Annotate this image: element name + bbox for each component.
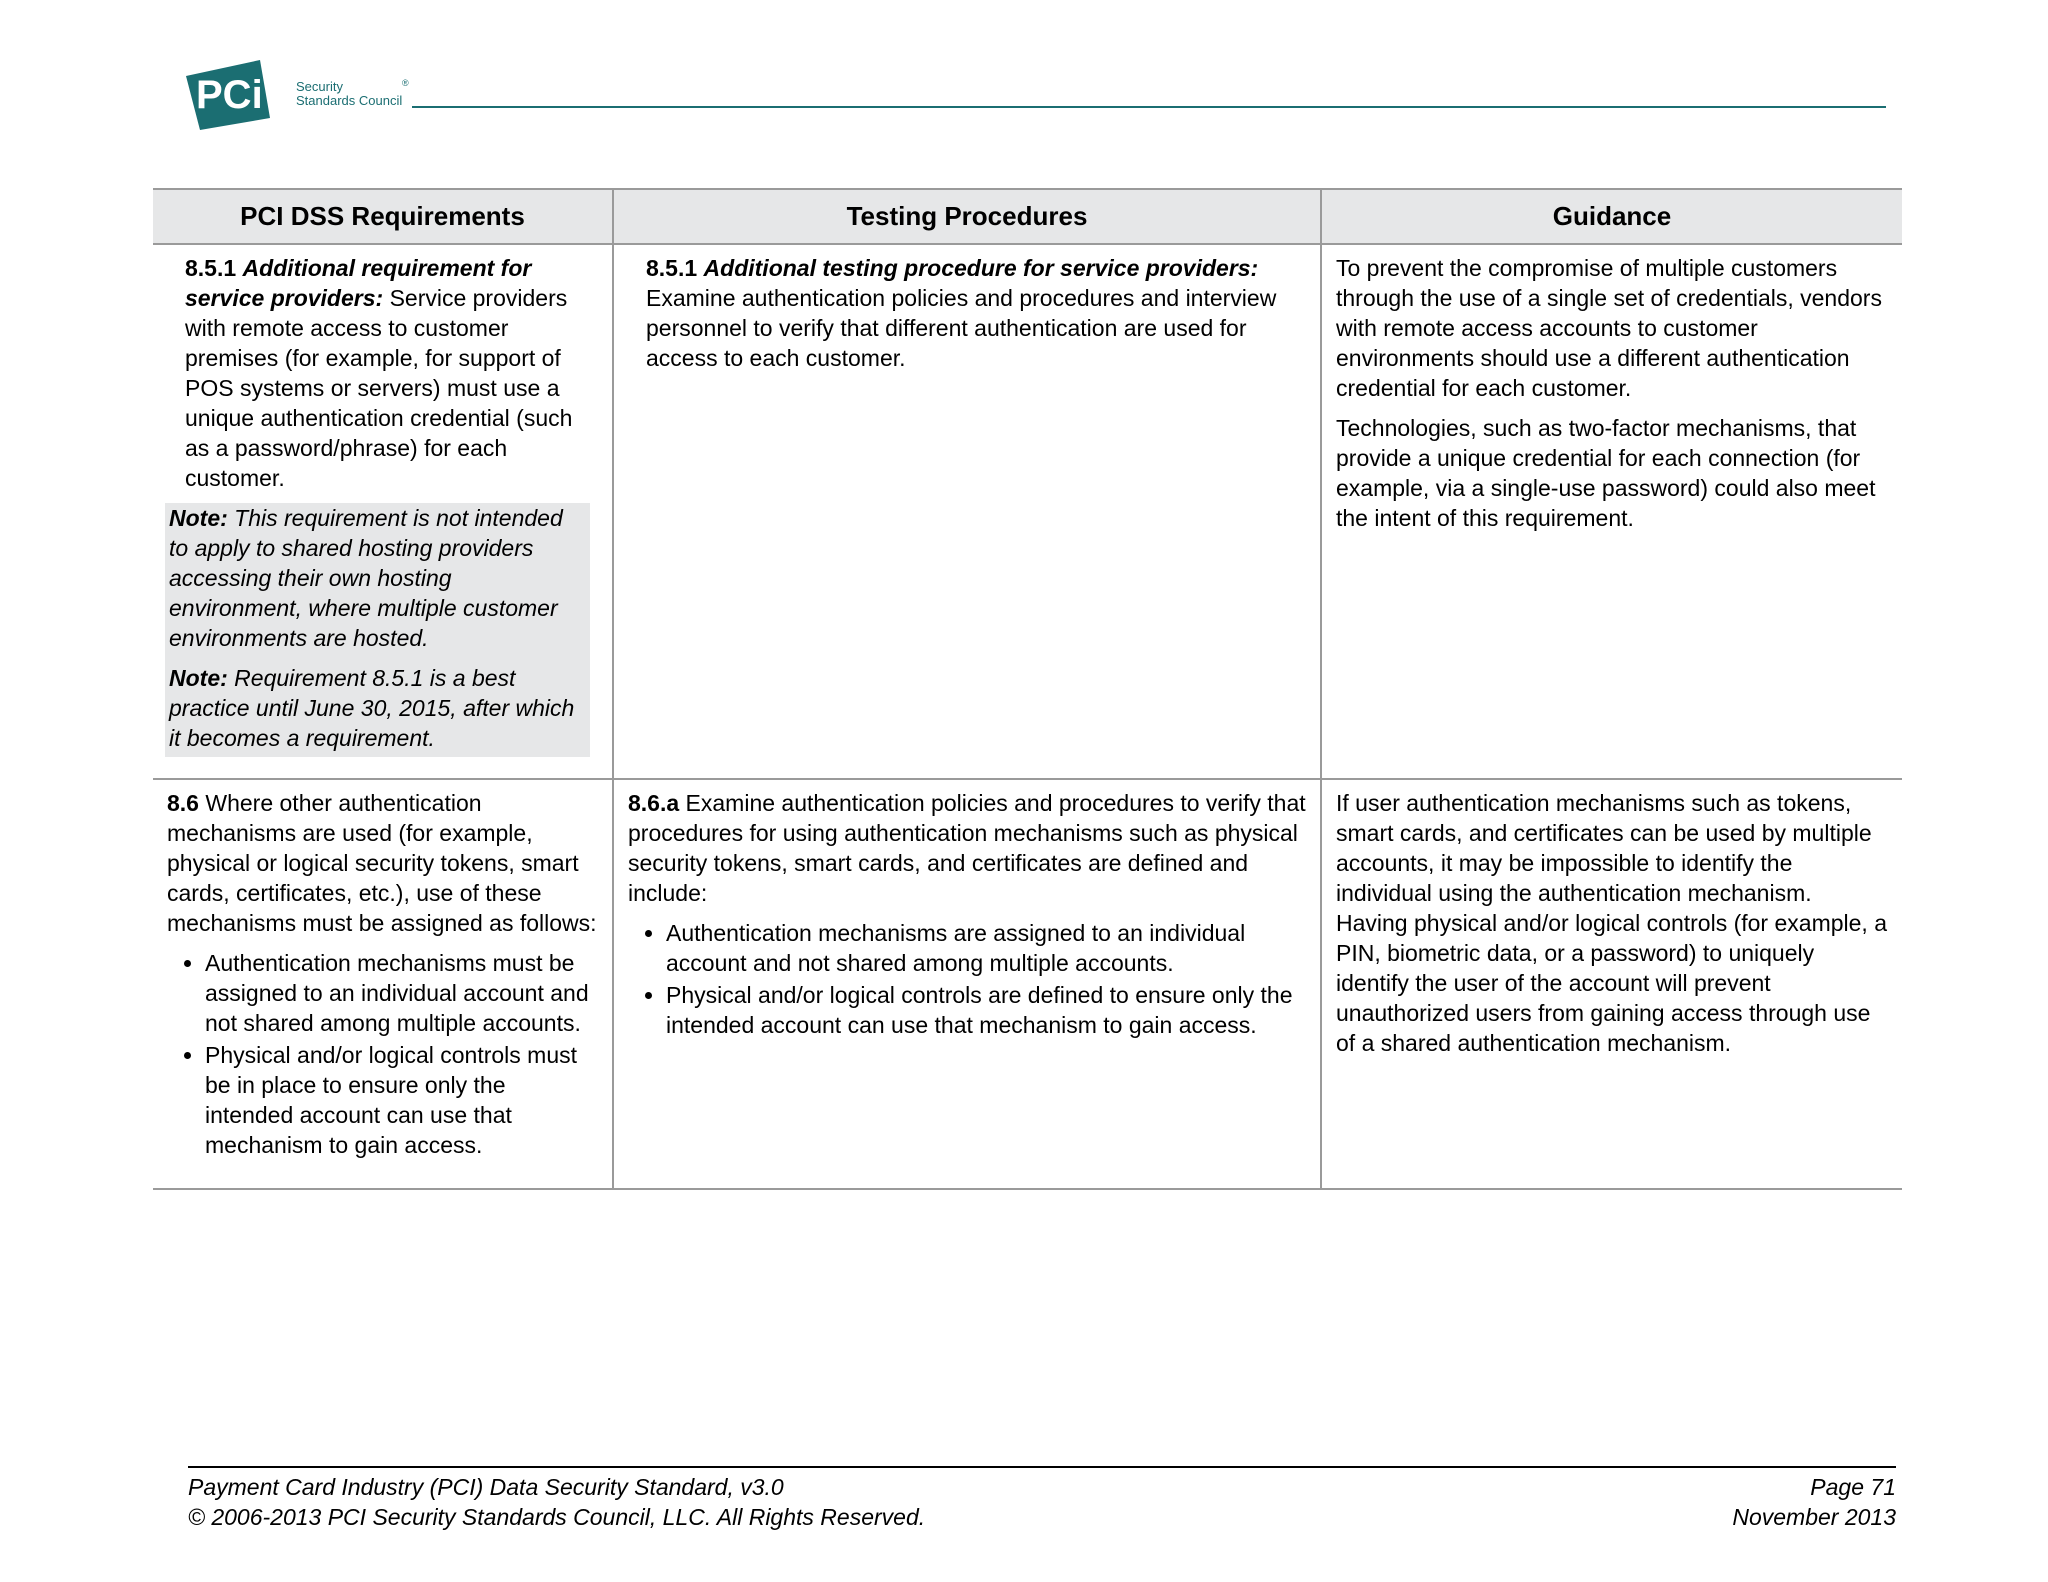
testing-body: Examine authentication policies and procedures and interview personnel to verify that different authentication are used for access to each customer. [646,285,1277,371]
note-2 [169,663,586,753]
requirement-cell [153,244,613,779]
logo-line-1: Security [296,79,343,94]
column-header-requirements: PCI DSS Requirements [153,189,613,244]
table-row [153,779,1902,1189]
logo-letters: PCi [196,73,263,117]
testing-text [646,253,1306,373]
requirement-body: Service providers with remote access to customer premises (for example, for support of POS systems or servers) must use a unique authentication credential (such as a password/phrase) for each customer. [185,285,573,491]
note-text: This requirement is not intended to apply to shared hosting providers accessing their own hosting environment, where multiple customer environments are hosted. [169,505,563,651]
list-item: • Physical and/or logical controls must be in place to ensure only the intended account can use that mechanism to gain access. [205,1040,598,1160]
footer-rule [188,1466,1896,1468]
logo-text [296,80,402,108]
column-header-guidance: Guidance [1321,189,1902,244]
publish-date: November 2013 [1732,1504,1896,1530]
requirement-number: 8.6 [167,790,199,816]
requirement-cell [153,779,613,1189]
guidance-cell [1321,779,1902,1189]
guidance-paragraph: If user authentication mechanisms such as tokens, smart cards, and certificates can be used by multiple accounts, it may be impossible to identify the individual using the authentication mechanism. Having physical and/or logical controls (for example, a PIN, biometric data, or a password) to uniquely identify the user of the account will prevent unauthorized users from gaining access through use of a shared authentication mechanism. [1336,790,1887,1056]
requirement-text [167,788,598,938]
testing-number: 8.5.1 [646,255,698,281]
requirement-bullets [167,948,598,1160]
testing-heading: Additional testing procedure for service providers: [703,255,1259,281]
registered-mark: ® [402,78,409,88]
testing-cell [613,244,1321,779]
guidance-cell [1321,244,1902,779]
testing-number: 8.6.a [628,790,680,816]
table-row [153,244,1902,779]
requirement-heading: Additional requirement for service providers: [185,255,532,311]
note-text: Requirement 8.5.1 is a best practice until June 30, 2015, after which it becomes a requirement. [169,665,575,751]
list-item: • Authentication mechanisms must be assigned to an individual account and not shared among multiple accounts. [205,948,598,1038]
table-header-row [153,189,1902,244]
page-footer [188,1466,1896,1532]
note-label: Note: [169,665,228,691]
pci-logo-icon [186,58,296,130]
testing-bullets [628,918,1306,1040]
copyright: © 2006-2013 PCI Security Standards Council, LLC. All Rights Reserved. [188,1504,926,1530]
note-label: Note: [169,505,228,531]
guidance-paragraph: Technologies, such as two-factor mechanisms, that provide a unique credential for each connection (for example, via a single-use password) could also meet the intent of this requirement. [1336,415,1876,531]
page-header [186,58,1886,138]
guidance-paragraph: To prevent the compromise of multiple customers through the use of a single set of credentials, vendors with remote access accounts to customer environments should use a different authentication credential for each customer. [1336,255,1882,401]
header-rule [412,106,1886,108]
note-box [165,503,590,757]
requirement-text [165,253,598,493]
requirements-table [153,188,1902,1190]
list-item: • Authentication mechanisms are assigned to an individual account and not shared among multiple accounts. [666,918,1306,978]
requirement-number: 8.5.1 [185,255,237,281]
list-item: • Physical and/or logical controls are defined to ensure only the intended account can use that mechanism to gain access. [666,980,1306,1040]
testing-body: Examine authentication policies and procedures to verify that procedures for using authentication mechanisms such as physical security tokens, smart cards, and certificates are defined and include: [628,790,1306,906]
requirement-body: Where other authentication mechanisms are used (for example, physical or logical security tokens, smart cards, certificates, etc.), use of these mechanisms must be assigned as follows: [167,790,597,936]
logo-line-2: Standards Council [296,93,403,108]
page-number: Page 71 [1810,1474,1896,1500]
testing-cell [613,779,1321,1189]
document-title: Payment Card Industry (PCI) Data Security Standard, v3.0 [188,1474,784,1500]
testing-text [628,788,1306,908]
column-header-testing: Testing Procedures [613,189,1321,244]
note-1 [169,503,586,653]
